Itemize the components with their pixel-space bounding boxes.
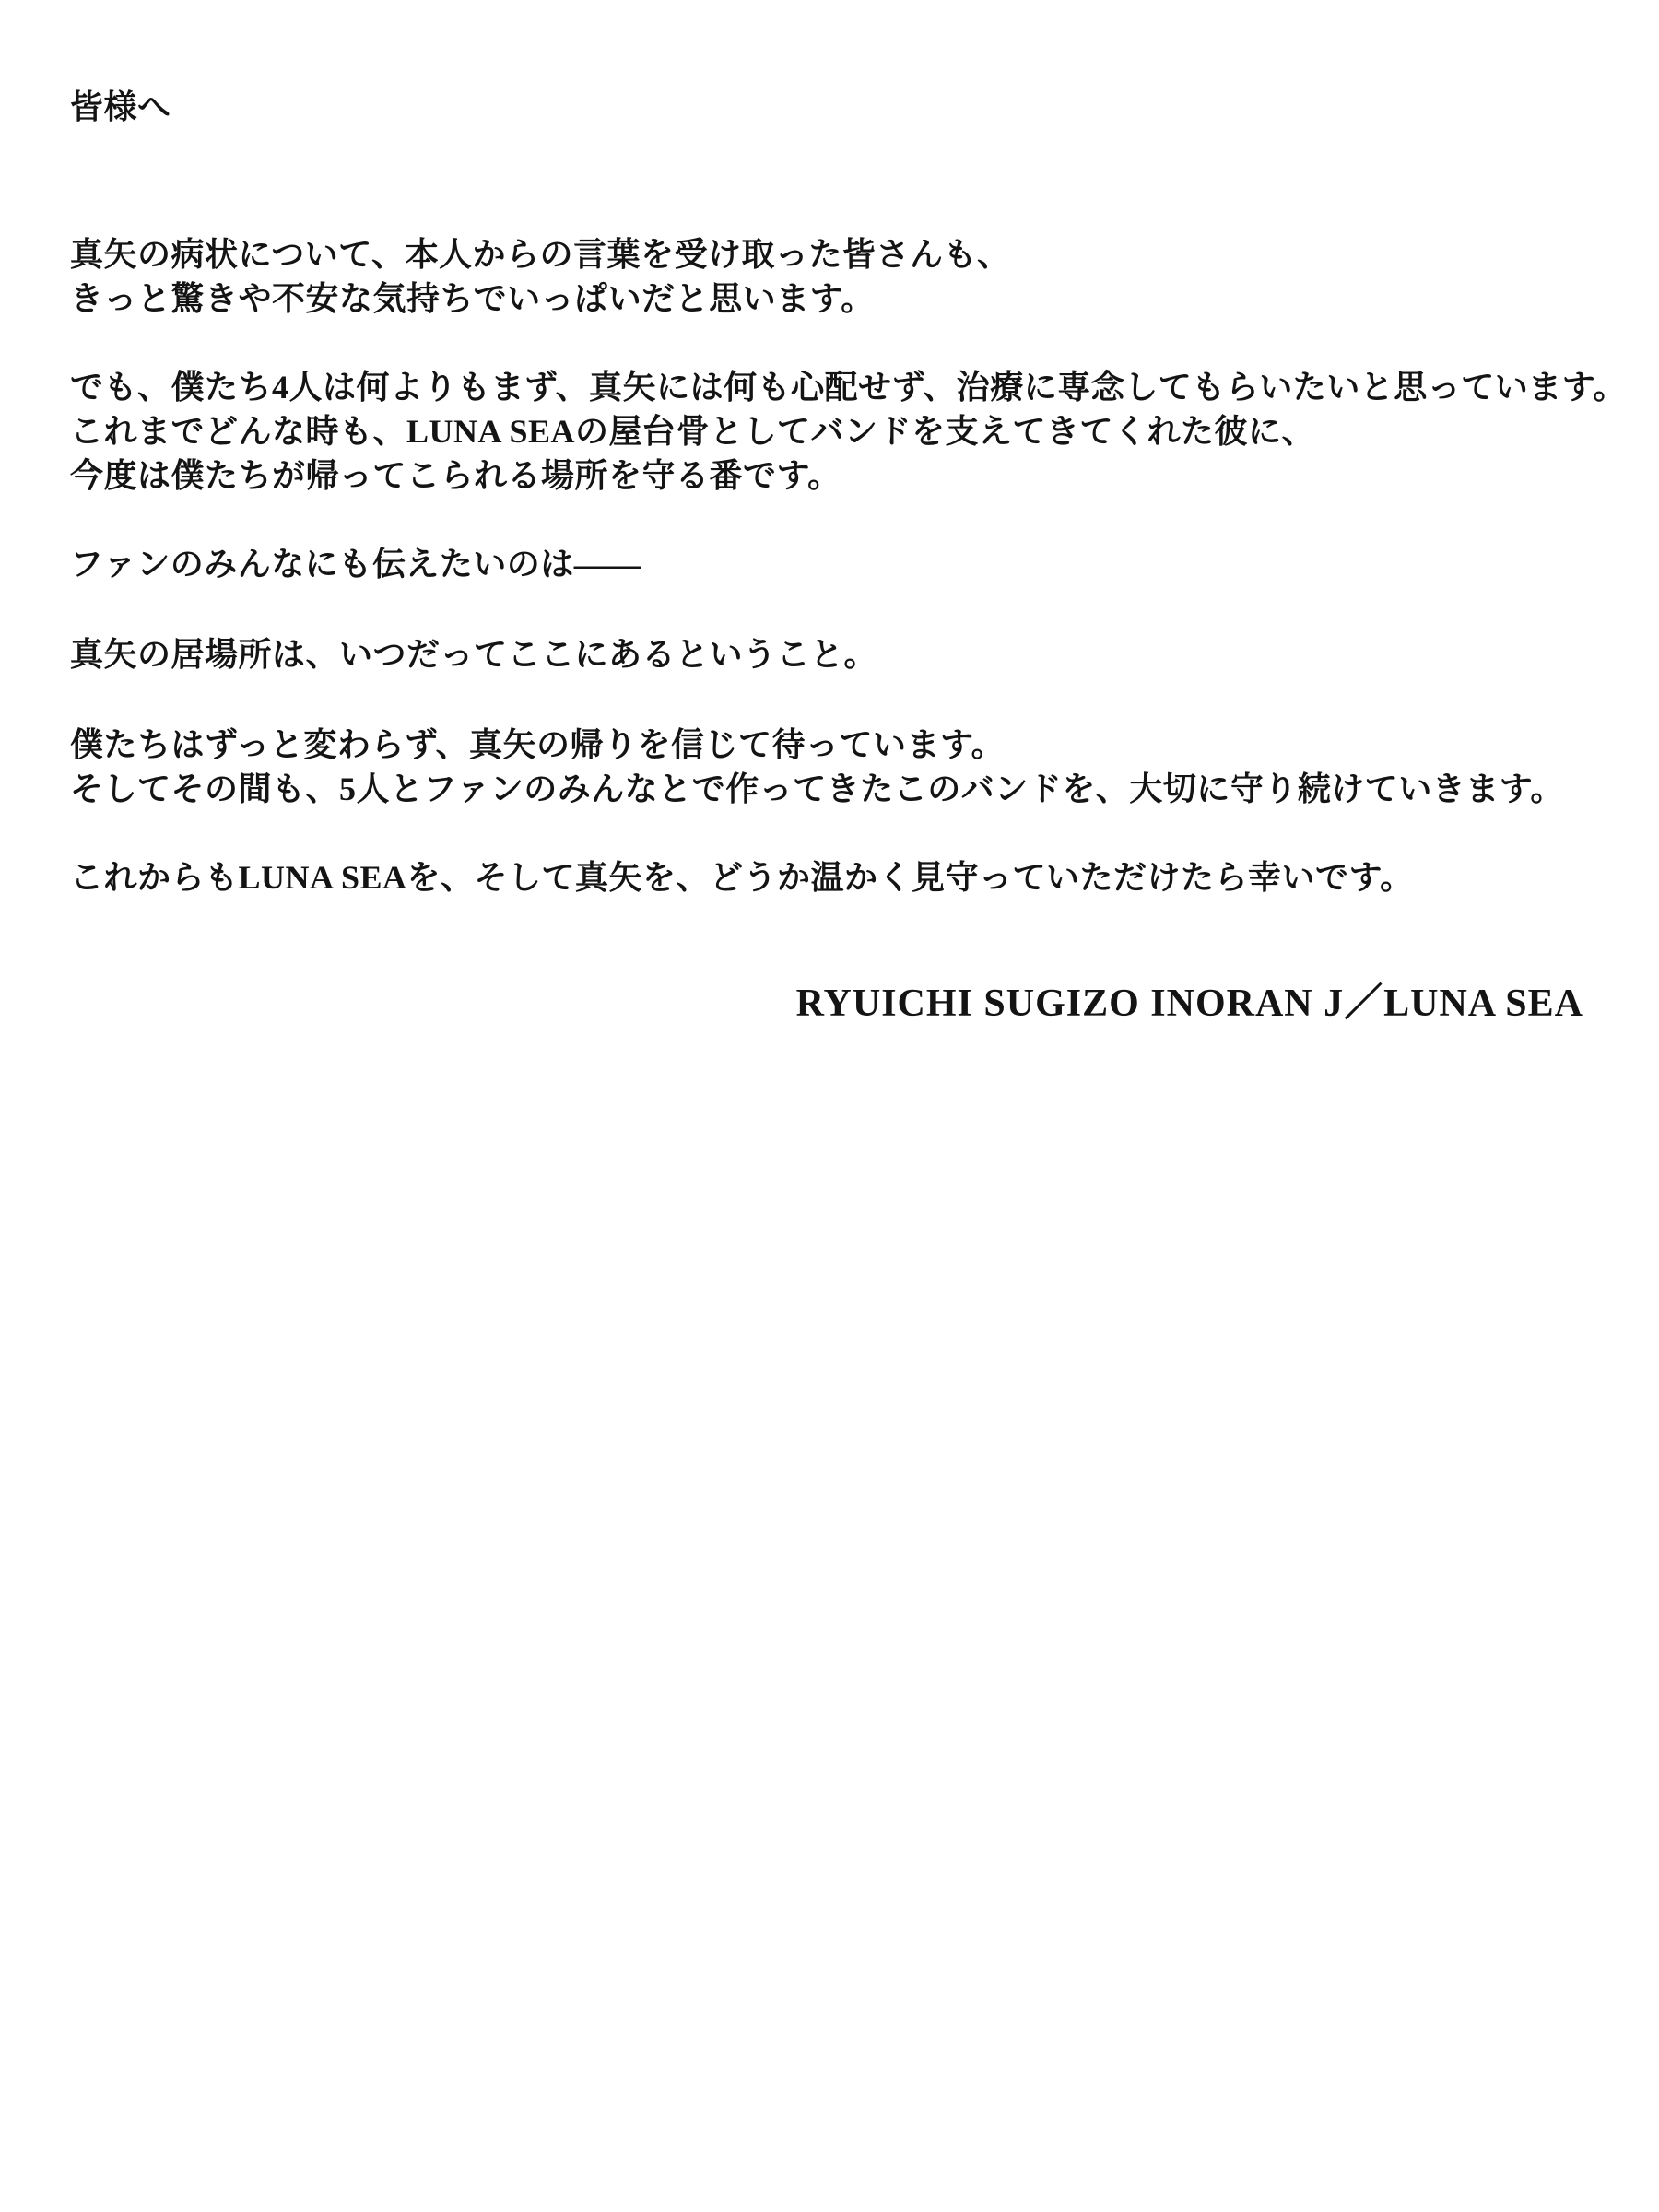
paragraph-5 [70, 723, 1600, 811]
letter-line: きっと驚きや不安な気持ちでいっぱいだと思います。 [70, 280, 875, 317]
letter-content [70, 85, 1627, 1027]
paragraph-3 [70, 542, 1600, 586]
letter-line: でも、僕たち4人は何よりもまず、真矢には何も心配せず、治療に専念してもらいたいと思っています。 [70, 369, 1627, 406]
letter-line: これまでどんな時も、LUNA SEAの屋台骨としてバンドを支えてきてくれた彼に、 [70, 413, 1316, 450]
letter-line: 僕たちはずっと変わらず、真矢の帰りを信じて待っています。 [70, 726, 1006, 763]
letter-line: そしてその間も、5人とファンのみんなとで作ってきたこのバンドを、大切に守り続けていきます。 [70, 771, 1564, 807]
paragraph-1 [70, 232, 1600, 321]
paragraph-2 [70, 365, 1627, 498]
salutation: 皆様へ [70, 88, 171, 125]
letter-line: 真矢の居場所は、いつだってここにあるということ。 [70, 636, 878, 673]
paragraph-4 [70, 632, 1600, 677]
letter-line: 真矢の病状について、本人からの言葉を受け取った皆さんも、 [70, 236, 1011, 273]
paragraph-6 [70, 855, 1600, 900]
letter-line: ファンのみんなにも伝えたいのは―― [70, 546, 641, 582]
letter-line: これからもLUNA SEAを、そして真矢を、どうか温かく見守っていただけたら幸いです。 [70, 859, 1414, 896]
signature-line: RYUICHI SUGIZO INORAN J／LUNA SEA [795, 982, 1583, 1025]
letter-line: 今度は僕たちが帰ってこられる場所を守る番です。 [70, 457, 841, 494]
